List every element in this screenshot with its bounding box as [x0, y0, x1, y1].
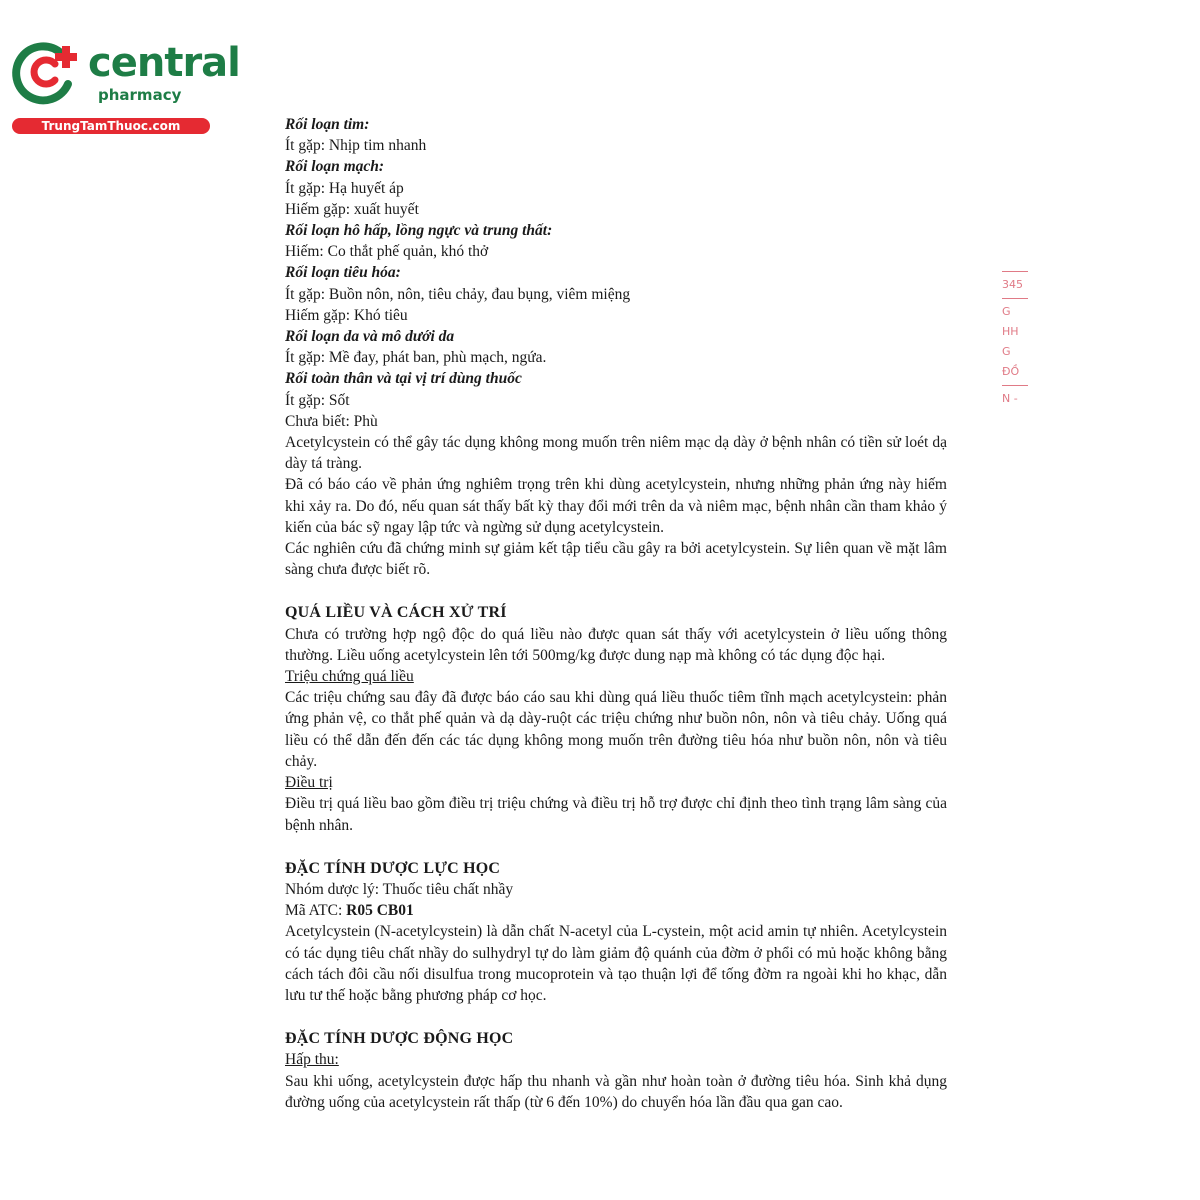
stamp-rule — [1002, 271, 1028, 272]
logo-brand-text: central — [88, 40, 240, 86]
stamp-text-2: G — [1002, 305, 1011, 318]
central-pharmacy-logo-icon — [10, 38, 80, 108]
overdose-treatment-title: Điều trị — [285, 774, 333, 792]
stamp-text-3: HH — [1002, 325, 1019, 338]
section-heart-title: Rối loạn tim: — [285, 116, 370, 133]
logo-sub-text: pharmacy — [98, 86, 182, 104]
section-general-title: Rối toàn thân và tại vị trí dùng thuốc — [285, 370, 522, 388]
overdose-treatment-text: Điều trị quá liều bao gồm điều trị triệu chứng và điều trị hỗ trợ được chỉ định theo tình trạng lâm sàng của bệnh nhân. — [285, 795, 947, 834]
logo-url-badge: TrungTamThuoc.com — [12, 118, 210, 134]
overdose-symptoms-title: Triệu chứng quá liều — [285, 668, 414, 686]
pharmacodynamics-heading: ĐẶC TÍNH DƯỢC LỰC HỌC — [285, 859, 501, 877]
respiratory-line-1: Hiếm: Co thắt phế quản, khó thở — [285, 243, 489, 261]
atc-label: Mã ATC: — [285, 902, 347, 920]
pharmacodynamics-text: Acetylcystein (N-acetylcystein) là dẫn chất N-acetyl của L-cystein, một acid amin tự nhiên. Acetylcystein có tác dụng tiêu chất nhầy do sulhydryl tự do làm giảm độ quánh của đờm ở phổi có mủ hoặc không bằng cách tách đôi cầu nối disulfua trong mucoprotein và tạo thuận lợi để tống đờm ra ngoài khi ho khạc, dẫn lưu tư thế hoặc bằng phương pháp cơ học. — [285, 923, 947, 1004]
stamp-rule — [1002, 385, 1028, 386]
stamp-text-6: N - — [1002, 392, 1018, 405]
stamp-text-5: ĐỒ — [1002, 365, 1020, 378]
overdose-heading: QUÁ LIỀU VÀ CÁCH XỬ TRÍ — [285, 604, 507, 622]
atc-code-line — [285, 900, 947, 921]
general-line-1: Ít gặp: Sốt — [285, 391, 350, 409]
adverse-note-3: Các nghiên cứu đã chứng minh sự giảm kết tập tiểu cầu gây ra bởi acetylcystein. Sự liên quan về mặt lâm sàng chưa được biết rõ. — [285, 540, 947, 579]
vascular-line-2: Hiếm gặp: xuất huyết — [285, 200, 419, 218]
document-body — [285, 114, 947, 1113]
section-respiratory-title: Rối loạn hô hấp, lồng ngực và trung thất: — [285, 222, 553, 240]
adverse-note-2: Đã có báo cáo về phản ứng nghiêm trọng trên khi dùng acetylcystein, nhưng những phản ứng này hiếm khi xảy ra. Do đó, nếu quan sát thấy bất kỳ thay đổi mới trên da và niêm mạc, bệnh nhân cần tham khảo ý kiến của bác sỹ ngay lập tức và ngừng sử dụng acetylcystein. — [285, 476, 947, 536]
digestive-line-2: Hiếm gặp: Khó tiêu — [285, 306, 408, 324]
stamp-text-4: G — [1002, 345, 1011, 358]
approval-stamp — [1002, 268, 1028, 418]
skin-line-1: Ít gặp: Mề đay, phát ban, phù mạch, ngứa. — [285, 349, 547, 367]
pharmacy-logo — [10, 38, 240, 138]
general-line-2: Chưa biết: Phù — [285, 412, 378, 430]
section-skin-title: Rối loạn da và mô dưới da — [285, 328, 455, 346]
section-digestive-title: Rối loạn tiêu hóa: — [285, 264, 401, 282]
pharmacokinetics-heading: ĐẶC TÍNH DƯỢC ĐỘNG HỌC — [285, 1030, 514, 1048]
digestive-line-1: Ít gặp: Buồn nôn, nôn, tiêu chảy, đau bụng, viêm miệng — [285, 285, 631, 303]
pharmacodynamics-group: Nhóm dược lý: Thuốc tiêu chất nhầy — [285, 880, 514, 898]
absorption-title: Hấp thu: — [285, 1051, 339, 1069]
vascular-line-1: Ít gặp: Hạ huyết áp — [285, 179, 404, 197]
stamp-text-1: 345 — [1002, 278, 1023, 291]
atc-code: R05 CB01 — [346, 902, 414, 920]
stamp-rule — [1002, 298, 1028, 299]
section-vascular-title: Rối loạn mạch: — [285, 158, 385, 176]
overdose-intro: Chưa có trường hợp ngộ độc do quá liều nào được quan sát thấy với acetylcystein ở liều uống thông thường. Liều uống acetylcystein lên tới 500mg/kg được dung nạp mà không có tác dụng độc hại. — [285, 625, 947, 664]
absorption-text: Sau khi uống, acetylcystein được hấp thu nhanh và gần như hoàn toàn ở đường tiêu hóa. Sinh khả dụng đường uống của acetylcystein rất thấp (từ 6 đến 10%) do chuyển hóa lần đầu qua gan cao. — [285, 1072, 947, 1111]
adverse-note-1: Acetylcystein có thể gây tác dụng không mong muốn trên niêm mạc dạ dày ở bệnh nhân có tiền sử loét dạ dày tá tràng. — [285, 434, 947, 473]
overdose-symptoms-text: Các triệu chứng sau đây đã được báo cáo sau khi dùng quá liều thuốc tiêm tĩnh mạch acetylcystein: phản ứng phản vệ, co thắt phế quản và dạ dày-ruột các triệu chứng như buồn nôn, nôn và tiêu chảy. Uống quá liều có thể dẫn đến đến các tác dụng không mong muốn trên đường tiêu hóa như buồn nôn, nôn và tiêu chảy. — [285, 689, 947, 770]
heart-line-1: Ít gặp: Nhịp tim nhanh — [285, 137, 427, 155]
